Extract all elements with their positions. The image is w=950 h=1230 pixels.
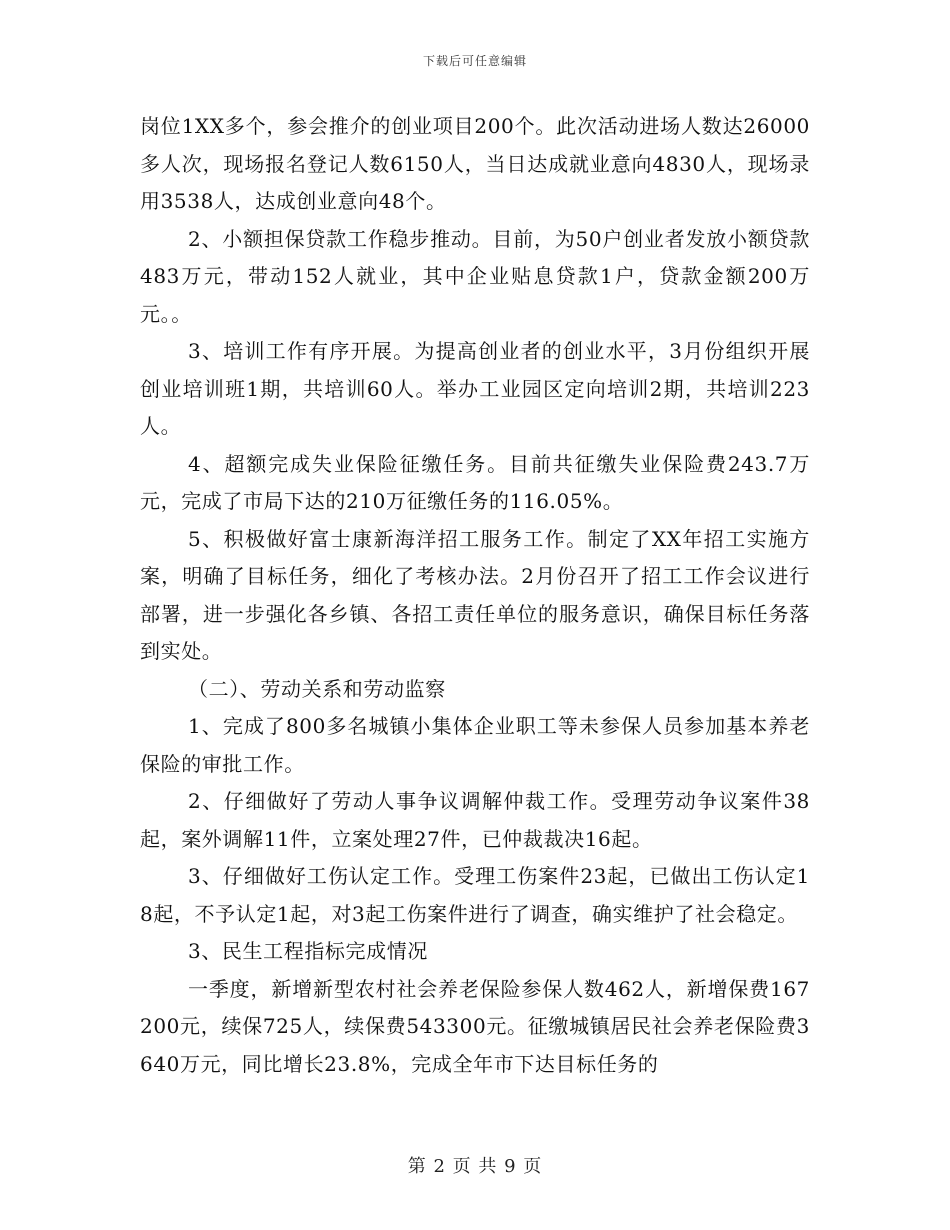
section-heading-livelihood: 3、民生工程指标完成情况 (188, 939, 428, 963)
page-number: 第 2 页 共 9 页 (407, 1156, 543, 1177)
paragraph-insurance: 4、超额完成失业保险征缴任务。目前共征缴失业保险费243.7万元，完成了市局下达的210万征缴任务的116.05%。 (140, 451, 810, 513)
paragraph-recruitment: 5、积极做好富士康新海洋招工服务工作。制定了XX年招工实施方案，明确了目标任务，细化了考核办法。2月份召开了招工工作会议进行部署，进一步强化各乡镇、各招工责任单位的服务意识，确保目标任务落到实处。 (140, 526, 810, 663)
paragraph-continued: 岗位1XX多个，参会推介的创业项目200个。此次活动进场人数达26000多人次，现场报名登记人数6150人，当日达成就业意向4830人，现场录用3538人，达成创业意向48个。 (140, 114, 810, 213)
paragraph-pension-approval: 1、完成了800多名城镇小集体企业职工等未参保人员参加基本养老保险的审批工作。 (140, 714, 810, 776)
section-heading-labor: （二）、劳动关系和劳动监察 (188, 676, 446, 701)
page-header: 下载后可任意编辑 (422, 54, 527, 68)
paragraph-quarter-pension: 一季度，新增新型农村社会养老保险参保人数462人，新增保费167200元，续保725人，续保费543300元。征缴城镇居民社会养老保险费3640万元，同比增长23.8%，完成全年市下达目标任务的 (140, 976, 810, 1076)
paragraph-loan: 2、小额担保贷款工作稳步推动。目前，为50户创业者发放小额贷款483万元，带动152人就业，其中企业贴息贷款1户，贷款金额200万元。。 (140, 226, 810, 326)
document-body (140, 108, 810, 1083)
paragraph-injury: 3、仔细做好工伤认定工作。受理工伤案件23起，已做出工伤认定18起，不予认定1起，对3起工伤案件进行了调查，确实维护了社会稳定。 (140, 864, 810, 926)
paragraph-arbitration: 2、仔细做好了劳动人事争议调解仲裁工作。受理劳动争议案件38起，案外调解11件，立案处理27件，已仲裁裁决16起。 (140, 789, 810, 851)
paragraph-training: 3、培训工作有序开展。为提高创业者的创业水平，3月份组织开展创业培训班1期，共培训60人。举办工业园区定向培训2期，共培训223人。 (140, 339, 810, 438)
